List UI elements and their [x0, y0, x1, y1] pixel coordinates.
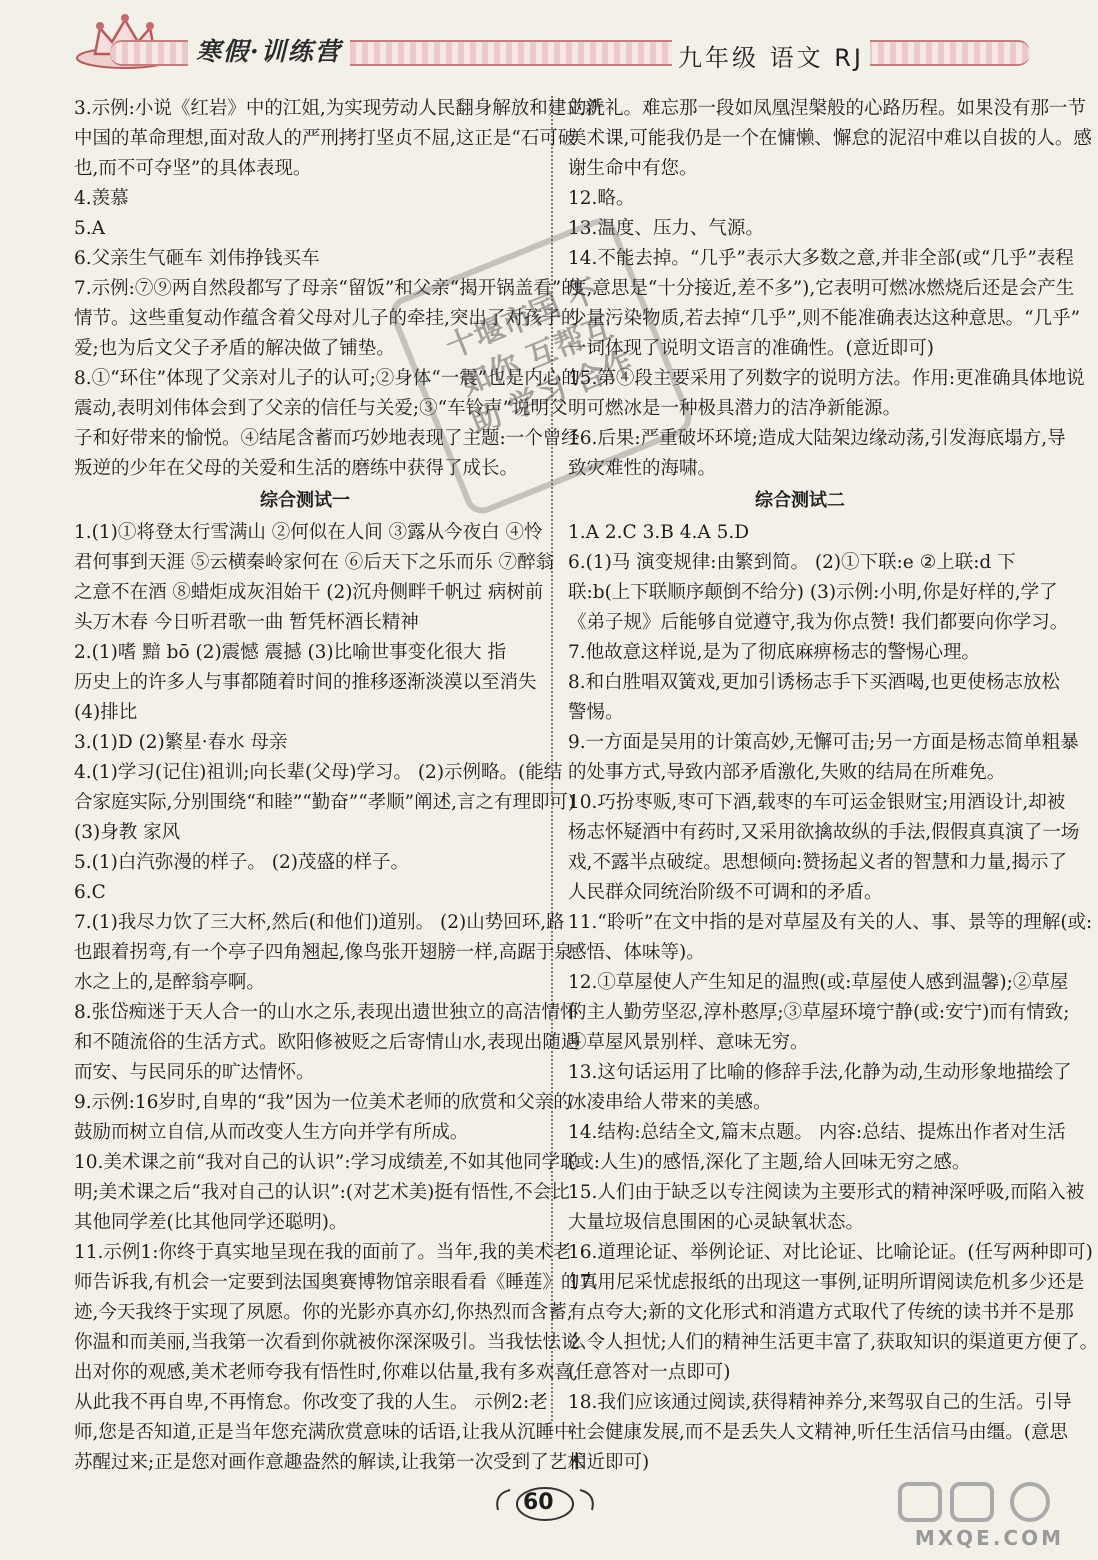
answer-line: (4)排比	[74, 702, 138, 723]
page-number: 60	[523, 1490, 554, 1515]
page-header	[70, 10, 1030, 72]
answer-line: 历史上的许多人与事都随着时间的推移逐渐淡漠以至消失	[74, 672, 537, 693]
answer-line: 11.“聆听”在文中指的是对草屋及有关的人、事、景等的理解(或:	[568, 912, 1093, 933]
stamp-text: 十堰市国 不如你 互帮互助 学习 合作	[441, 272, 638, 442]
answer-line: 谢生命中有您。	[568, 158, 698, 179]
answer-line: 《弟子规》后能够自觉遵守,我为你点赞! 我们都要向你学习。	[568, 612, 1069, 633]
answer-line: 7.他故意这样说,是为了彻底麻痹杨志的警惕心理。	[568, 642, 981, 663]
answer-line: 致灾难性的海啸。	[568, 458, 717, 479]
answer-line: 之意不在酒 ⑧蜡炬成灰泪始干 (2)沉舟侧畔千帆过 病树前	[74, 582, 544, 603]
answer-line: 人民群众同统治阶级不可调和的矛盾。	[568, 882, 883, 903]
answer-line: 18.我们应该通过阅读,获得精神养分,来驾驭自己的生活。引导	[568, 1392, 1072, 1413]
answer-line: 3.(1)D (2)繁星·春水 母亲	[74, 732, 288, 753]
answer-line: 君何事到天涯 ⑤云横秦岭家何在 ⑥后天下之乐而乐 ⑦醉翁	[74, 552, 555, 573]
answer-line: 爱;也为后文父子矛盾的解决做了铺垫。	[74, 338, 395, 359]
answer-line: 8.①“环住”体现了父亲对儿子的认可;②身体“一震”也是内心的	[74, 368, 580, 389]
brand-title: 寒假·训练营	[188, 32, 350, 68]
answer-line: 警惕。	[568, 702, 624, 723]
answer-line: 的主人勤劳坚忍,淳朴憨厚;③草屋环境宁静(或:安宁)而有情致;	[568, 1002, 1070, 1023]
answer-line: 7.(1)我尽力饮了三大杯,然后(和他们)道别。 (2)山势回环,路	[74, 912, 565, 933]
answer-line: 从此我不再自卑,不再惰怠。你改变了我的人生。 示例2:老	[74, 1392, 548, 1413]
answer-line: 美术课,可能我仍是一个在慵懒、懈怠的泥沼中难以自拔的人。感	[568, 128, 1092, 149]
watermark-logo-icon	[880, 1478, 1070, 1528]
section-title-test-1: 综合测试一	[260, 490, 350, 511]
answer-line: 16.后果:严重破坏环境;造成大陆架边缘动荡,引发海底塌方,导	[568, 428, 1066, 449]
answer-line: 社会健康发展,而不是丢失人文精神,听任生活信马由缰。(意思	[568, 1422, 1068, 1443]
answer-line: 7.示例:⑦⑨两自然段都写了母亲“留饭”和父亲“揭开锅盖看”的	[74, 278, 580, 299]
answer-line: 出对你的观感,美术老师夸我有悟性时,你难以估量,我有多欢喜,	[74, 1362, 579, 1383]
answer-line: 1.A 2.C 3.B 4.A 5.D	[568, 522, 750, 543]
answer-line: 子和好带来的愉悦。④结尾含蓄而巧妙地表现了主题:一个曾经	[74, 428, 580, 449]
answer-line: 师,您是否知道,正是当年您充满欣赏意味的话语,让我从沉睡中	[74, 1422, 573, 1443]
answer-line: 3.示例:小说《红岩》中的江姐,为实现劳动人民翻身解放和建立新	[74, 98, 604, 119]
answer-line: 15.第④段主要采用了列数字的说明方法。作用:更准确具体地说	[568, 368, 1085, 389]
answer-line: 其他同学差(比其他同学还聪明)。	[74, 1212, 348, 1233]
answer-line: 16.道理论证、举例论证、对比论证、比喻论证。(任写两种即可)	[568, 1242, 1093, 1263]
answer-line: 6.C	[74, 882, 106, 903]
answer-line: 的处事方式,导致内部矛盾激化,失败的结局在所难免。	[568, 762, 1006, 783]
answer-line: 12.略。	[568, 188, 635, 209]
answer-line: 4.(1)学习(记住)祖训;向长辈(父母)学习。 (2)示例略。(能结	[74, 762, 563, 783]
watermark-text: MXQE.COM	[914, 1526, 1064, 1550]
answer-line: 14.不能去掉。“几乎”表示大多数之意,并非全部(或“几乎”表程	[568, 248, 1074, 269]
answer-line: 联:b(上下联顺序颠倒不给分) (3)示例:小明,你是好样的,学了	[568, 582, 1058, 603]
answer-line: 感悟、体味等)。	[568, 942, 705, 963]
answer-line: 震动,表明刘伟体会到了父亲的信任与关爱;③“车铃声”说明父	[74, 398, 568, 419]
answer-line: 也跟着拐弯,有一个亭子四角翘起,像鸟张开翅膀一样,高踞于泉	[74, 942, 573, 963]
answer-line: 明可燃冰是一种极具潜力的洁净新能源。	[568, 398, 902, 419]
answer-line: 17.用尼采忧虑报纸的出现这一事例,证明所谓阅读危机多少还是	[568, 1272, 1085, 1293]
answer-line: 一词体现了说明文语言的准确性。(意近即可)	[568, 338, 934, 359]
answer-line: 11.示例1:你终于真实地呈现在我的面前了。当年,我的美术老	[74, 1242, 572, 1263]
answer-line: 1.(1)①将登太行雪满山 ②何似在人间 ③露从今夜白 ④怜	[74, 522, 543, 543]
answer-line: 5.(1)白汽弥漫的样子。 (2)茂盛的样子。	[74, 852, 409, 873]
answer-line: 鼓励而树立自信,从而改变人生方向并学有所成。	[74, 1122, 469, 1143]
answer-line: 明;美术课之后“我对自己的认识”:(对艺术美)挺有悟性,不会比	[74, 1182, 570, 1203]
answer-line: 师告诉我,有机会一定要到法国奥赛博物馆亲眼看看《睡莲》的真	[74, 1272, 598, 1293]
answer-line: 10.巧扮枣贩,枣可下酒,载枣的车可运金银财宝;用酒设计,却被	[568, 792, 1066, 813]
answer-line: (或:人生)的感悟,深化了主题,给人回味无穷之感。	[568, 1152, 971, 1173]
answer-line: (任意答对一点即可)	[568, 1362, 731, 1383]
answer-line: 而安、与民同乐的旷达情怀。	[74, 1062, 315, 1083]
answer-line: 戏,不露半点破绽。思想倾向:赞扬起义者的智慧和力量,揭示了	[568, 852, 1067, 873]
section-title-test-2: 综合测试二	[755, 490, 845, 511]
page-number-box	[490, 1480, 600, 1526]
answer-line: 你温和而美丽,当我第一次看到你就被你深深吸引。当我怯怯说	[74, 1332, 580, 1353]
answer-line: 8.和白胜唱双簧戏,更加引诱杨志手下买酒喝,也更使杨志放松	[568, 672, 1060, 693]
answer-line: 叛逆的少年在父母的关爱和生活的磨练中获得了成长。	[74, 458, 519, 479]
answer-line: 合家庭实际,分别围绕“和睦”“勤奋”“孝顺”阐述,言之有理即可)	[74, 792, 576, 813]
answer-line: 大量垃圾信息围困的心灵缺氧状态。	[568, 1212, 865, 1233]
answer-line: 的洗礼。难忘那一段如凤凰涅槃般的心路历程。如果没有那一节	[568, 98, 1087, 119]
answer-line: 么令人担忧;人们的精神生活更丰富了,获取知识的渠道更方便了。	[568, 1332, 1098, 1353]
answer-line: 也,而不可夺坚”的具体表现。	[74, 158, 312, 179]
answer-line: 中国的革命理想,面对敌人的严刑拷打坚贞不屈,这正是“石可破	[74, 128, 577, 149]
answer-line: 迹,今天我终于实现了夙愿。你的光影亦真亦幻,你热烈而含蓄,	[74, 1302, 573, 1323]
answer-line: ④草屋风景别样、意味无穷。	[568, 1032, 809, 1053]
answer-line: 5.A	[74, 218, 106, 239]
answer-line: 冰凌串给人带来的美感。	[568, 1092, 772, 1113]
answer-line: 有点夸大;新的文化形式和消遣方式取代了传统的读书并不是那	[568, 1302, 1074, 1323]
watermark	[880, 1478, 1070, 1550]
answer-line: 度,意思是“十分接近,差不多”),它表明可燃冰燃烧后还是会产生	[568, 278, 1075, 299]
answer-line: 2.(1)嗜 黯 bō (2)震憾 震撼 (3)比喻世事变化很大 指	[74, 642, 507, 663]
answer-line: 14.结构:总结全文,篇末点题。 内容:总结、提炼出作者对生活	[568, 1122, 1066, 1143]
answer-line: 15.人们由于缺乏以专注阅读为主要形式的精神深呼吸,而陷入被	[568, 1182, 1085, 1203]
answer-line: 6.父亲生气砸车 刘伟挣钱买车	[74, 248, 320, 269]
answer-line: 8.张岱痴迷于天人合一的山水之乐,表现出遗世独立的高洁情怀	[74, 1002, 579, 1023]
answer-line: 9.示例:16岁时,自卑的“我”因为一位美术老师的欣赏和父亲的	[74, 1092, 572, 1113]
answer-line: 6.(1)马 演变规律:由繁到简。 (2)①下联:e ②上联:d 下	[568, 552, 1016, 573]
answer-line: 和不随流俗的生活方式。欧阳修被贬之后寄情山水,表现出随遇	[74, 1032, 580, 1053]
grade-subject-label: 九年级 语文 RJ	[672, 38, 870, 73]
answer-line: 13.这句话运用了比喻的修辞手法,化静为动,生动形象地描绘了	[568, 1062, 1072, 1083]
answer-line: 13.温度、压力、气源。	[568, 218, 764, 239]
answer-line: 4.羡慕	[74, 188, 129, 209]
answer-line: 情节。这些重复动作蕴含着父母对儿子的牵挂,突出了对孩子的	[74, 308, 580, 329]
answer-line: 12.①草屋使人产生知足的温煦(或:草屋使人感到温馨);②草屋	[568, 972, 1069, 993]
answer-line: 苏醒过来;正是您对画作意趣盎然的解读,让我第一次受到了艺术	[74, 1452, 586, 1473]
answer-line: 杨志怀疑酒中有药时,又采用欲擒故纵的手法,假假真真演了一场	[568, 822, 1080, 843]
answer-line: (3)身教 家风	[74, 822, 181, 843]
answer-line: 水之上的,是醉翁亭啊。	[74, 972, 265, 993]
answer-line: 头万木春 今日听君歌一曲 暂凭杯酒长精神	[74, 612, 419, 633]
answer-line: 相近即可)	[568, 1452, 650, 1473]
answer-line: 9.一方面是吴用的计策高妙,无懈可击;另一方面是杨志简单粗暴	[568, 732, 1079, 753]
answer-line: 少量污染物质,若去掉“几乎”,则不能准确表达这种意思。“几乎”	[568, 308, 1081, 329]
answer-line: 10.美术课之前“我对自己的认识”:学习成绩差,不如其他同学聪	[74, 1152, 579, 1173]
